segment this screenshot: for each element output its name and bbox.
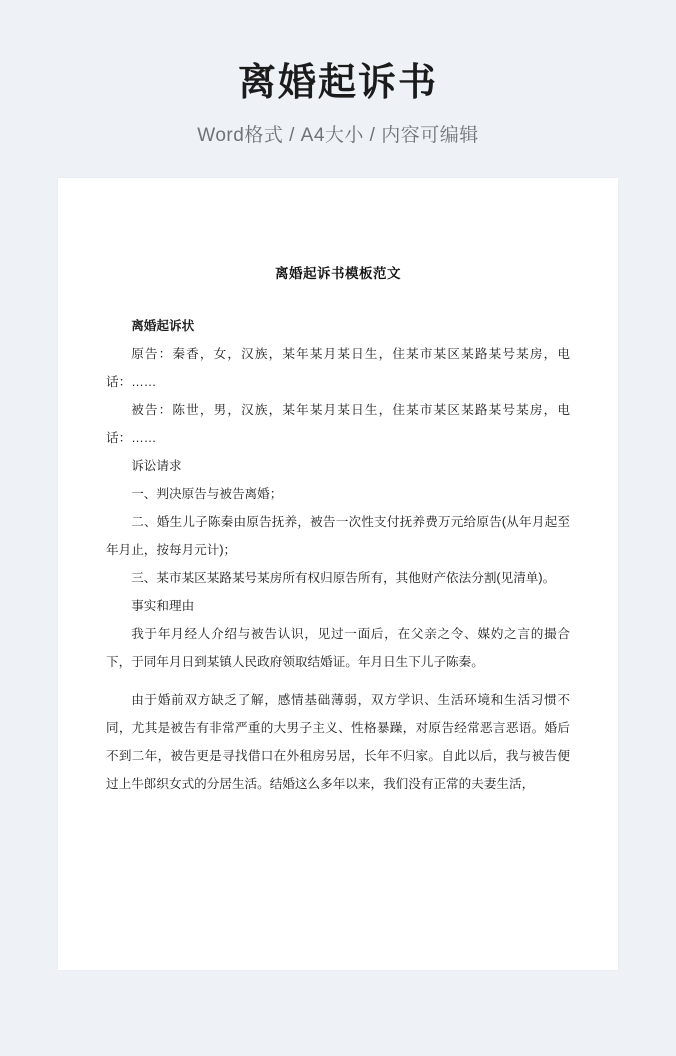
document-paragraph: 我于年月经人介绍与被告认识，见过一面后，在父亲之令、媒妁之言的撮合下，于同年月日到某镇人民政府领取结婚证。年月日生下儿子陈秦。: [106, 627, 570, 669]
document-paragraph: 三、某市某区某路某号某房所有权归原告所有，其他财产依法分割(见清单)。: [131, 571, 556, 585]
document-paragraph: 离婚起诉状: [131, 319, 195, 333]
document-paragraph: 原告：秦香，女，汉族，某年某月某日生，住某市某区某路某号某房，电话：……: [106, 347, 570, 389]
document-sheet: [58, 178, 618, 970]
page-subtitle: Word格式 / A4大小 / 内容可编辑: [197, 124, 479, 146]
document-paragraph: 被告：陈世，男，汉族，某年某月某日生，住某市某区某路某号某房，电话：……: [106, 403, 570, 445]
document-paragraph: 二、婚生儿子陈秦由原告抚养，被告一次性支付抚养费万元给原告(从年月起至年月止，按每月元计)；: [106, 515, 570, 557]
document-title: 离婚起诉书模板范文: [275, 266, 401, 281]
document-paragraph: 一、判决原告与被告离婚；: [131, 487, 283, 501]
document-paragraph: 事实和理由: [131, 599, 195, 613]
page-title: 离婚起诉书: [237, 62, 438, 104]
document-paragraph: 诉讼请求: [131, 459, 182, 473]
document-body: [106, 312, 570, 798]
document-paragraph: 由于婚前双方缺乏了解，感情基础薄弱，双方学识、生活环境和生活习惯不同，尤其是被告有非常严重的大男子主义、性格暴躁，对原告经常恶言恶语。婚后不到二年，被告更是寻找借口在外租房另居，长年不归家。自此以后，我与被告便过上牛郎织女式的分居生活。结婚这么多年以来，我们没有正常的夫妻生活，: [106, 693, 570, 791]
page-header: [0, 0, 676, 147]
